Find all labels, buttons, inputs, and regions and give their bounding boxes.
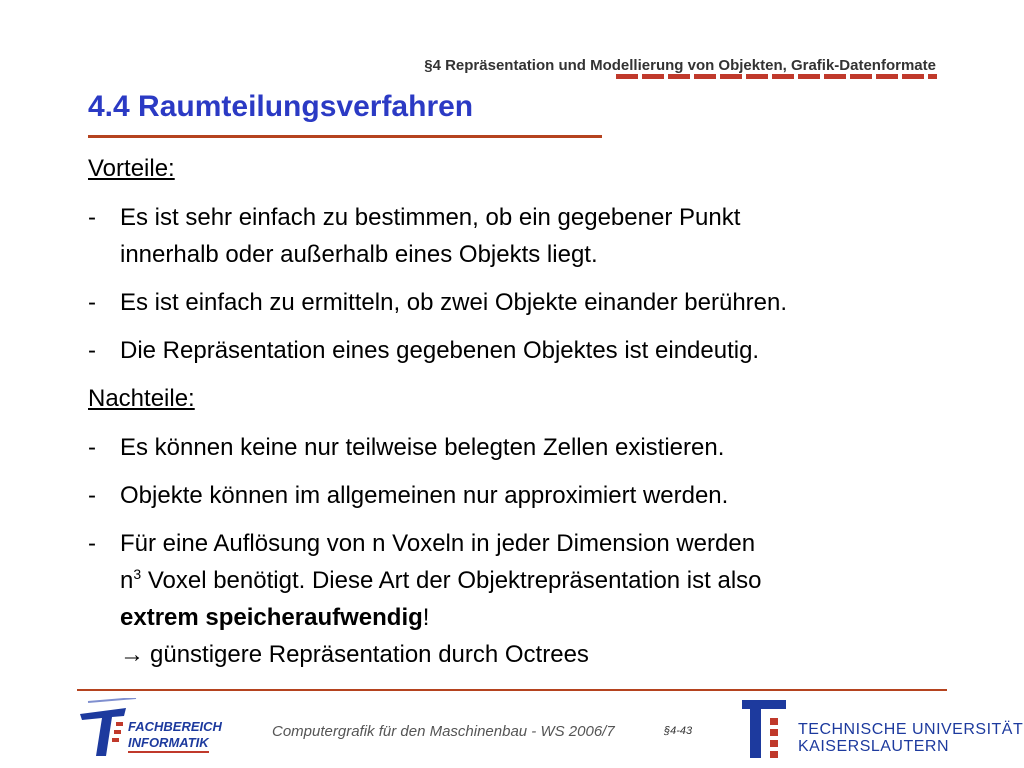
right-arrow-icon: →	[120, 641, 144, 668]
voxel-count-base: n	[120, 567, 134, 594]
disadvantage-item	[88, 477, 968, 514]
chapter-title: §4 Repräsentation und Modellierung von Objekten, Grafik-Datenformate	[424, 57, 936, 74]
conclusion-line	[120, 636, 968, 673]
advantage-text-line: Es ist einfach zu ermitteln, ob zwei Objekte einander berühren.	[120, 289, 788, 316]
voxel-count-exponent: 3	[133, 566, 142, 582]
header-divider	[616, 74, 937, 79]
advantage-item	[88, 284, 968, 321]
course-footer: Computergrafik für den Maschinenbau - WS 2006/7	[272, 723, 615, 740]
disadvantage-text-line: Objekte können im allgemeinen nur approximiert werden.	[120, 482, 729, 509]
bullet-dash: -	[88, 337, 96, 364]
disadvantage-text-line	[120, 562, 968, 599]
advantage-text-line: innerhalb oder außerhalb eines Objekts liegt.	[120, 241, 598, 268]
page-number: §4-43	[664, 725, 693, 737]
disadvantage-text-line: Für eine Auflösung von n Voxeln in jeder Dimension werden	[120, 530, 756, 557]
title-divider	[88, 135, 602, 138]
tu-kaiserslautern-logo	[736, 698, 796, 760]
advantages-heading: Vorteile:	[88, 155, 175, 182]
kaiserslautern-text: KAISERSLAUTERN	[798, 738, 950, 755]
bullet-dash: -	[88, 434, 96, 461]
advantage-item	[88, 332, 968, 369]
advantage-item	[88, 199, 968, 273]
conclusion-text: günstigere Repräsentation durch Octrees	[150, 641, 589, 668]
advantage-text-line: Die Repräsentation eines gegebenen Objektes ist eindeutig.	[120, 337, 760, 364]
disadvantage-item	[88, 525, 968, 673]
bullet-dash: -	[88, 289, 96, 316]
voxel-count-text: Voxel benötigt. Diese Art der Objektrepräsentation ist also	[141, 567, 762, 594]
technische-universitaet-text: TECHNISCHE UNIVERSITÄT	[798, 721, 1024, 738]
slide-content	[88, 150, 968, 684]
slide-title: 4.4 Raumteilungsverfahren	[88, 90, 474, 123]
bullet-dash: -	[88, 530, 96, 557]
disadvantage-text-line	[120, 599, 968, 636]
emphasis-text: extrem speicheraufwendig	[120, 604, 423, 631]
informatik-text: INFORMATIK	[128, 735, 209, 753]
disadvantage-text-line: Es können keine nur teilweise belegten Zellen existieren.	[120, 434, 725, 461]
exclamation-text: !	[422, 604, 430, 631]
advantage-text-line: Es ist sehr einfach zu bestimmen, ob ein gegebener Punkt	[120, 204, 741, 231]
bullet-dash: -	[88, 482, 96, 509]
bullet-dash: -	[88, 204, 96, 231]
disadvantage-item	[88, 429, 968, 466]
disadvantages-heading: Nachteile:	[88, 385, 195, 412]
fachbereich-text: FACHBEREICH	[128, 719, 222, 734]
footer-divider	[77, 689, 947, 691]
